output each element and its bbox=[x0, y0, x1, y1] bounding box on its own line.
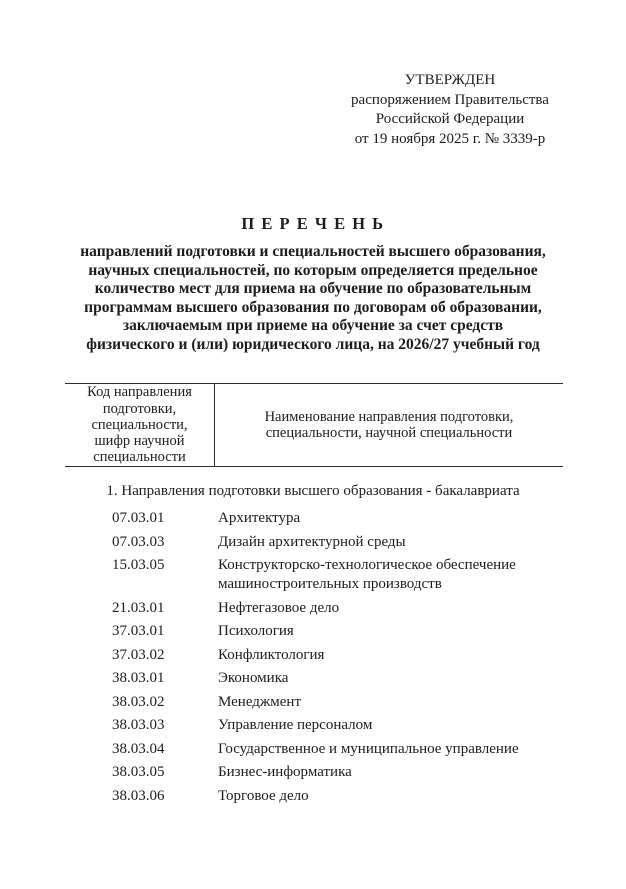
row-code: 38.03.02 bbox=[112, 693, 165, 710]
row-code: 37.03.01 bbox=[112, 623, 165, 639]
row-name: Экономика bbox=[218, 670, 289, 686]
approval-block bbox=[333, 71, 567, 149]
table-row bbox=[65, 599, 563, 618]
row-name: Конструкторско-технологическое обеспечение машиностроительных производств bbox=[218, 557, 516, 592]
table-row bbox=[65, 740, 563, 759]
table-row bbox=[65, 533, 563, 552]
subtitle-line: заключаемым при приеме на обучение за счет средств bbox=[122, 317, 504, 335]
subtitle-line: физического и (или) юридического лица, на 2026/27 учебный год bbox=[86, 335, 540, 353]
row-code: 38.03.04 bbox=[112, 740, 165, 757]
table-row bbox=[65, 509, 563, 528]
row-code: 07.03.01 bbox=[112, 510, 165, 526]
row-name: Государственное и муниципальное управление bbox=[218, 740, 519, 757]
approval-line: УТВЕРЖДЕН bbox=[404, 72, 496, 88]
row-name: Менеджмент bbox=[218, 693, 302, 710]
table-row bbox=[65, 716, 563, 735]
row-name: Бизнес-информатика bbox=[218, 764, 352, 780]
row-name: Дизайн архитектурной среды bbox=[218, 533, 406, 550]
table-row bbox=[65, 622, 563, 641]
subtitle-line: научных специальностей, по которым определяется предельное bbox=[88, 261, 538, 279]
table-row bbox=[65, 556, 563, 594]
row-code: 15.03.05 bbox=[112, 557, 165, 573]
row-name: Нефтегазовое дело bbox=[218, 599, 340, 616]
table-header bbox=[65, 383, 563, 467]
table-rows bbox=[65, 509, 563, 810]
row-code: 37.03.02 bbox=[112, 646, 165, 663]
subtitle-line: количество мест для приема на обучение по образовательным bbox=[94, 280, 532, 298]
row-name: Управление персоналом bbox=[218, 717, 373, 733]
section-heading: 1. Направления подготовки высшего образования - бакалавриата bbox=[106, 483, 520, 499]
document-title: П Е Р Е Ч Е Н Ь bbox=[241, 214, 385, 233]
row-code: 38.03.01 bbox=[112, 670, 165, 686]
row-code: 07.03.03 bbox=[112, 533, 165, 550]
table-row bbox=[65, 646, 563, 665]
table-row bbox=[65, 693, 563, 712]
table-row bbox=[65, 669, 563, 688]
title-block bbox=[52, 214, 574, 355]
approval-line: Российской Федерации bbox=[375, 111, 525, 127]
subtitle-line: программам высшего образования по договорам об образовании, bbox=[84, 298, 542, 316]
table-header-name-column bbox=[215, 384, 563, 466]
row-name: Конфликтология bbox=[218, 646, 325, 663]
table-header-code-column bbox=[65, 384, 215, 466]
row-code: 21.03.01 bbox=[112, 599, 165, 616]
subtitle-line: направлений подготовки и специальностей высшего образования, bbox=[80, 243, 546, 260]
name-column-header-label: Наименование направления подготовки, специальности, научной специальности bbox=[264, 408, 514, 441]
approval-line: от 19 ноября 2025 г. № 3339-р bbox=[354, 130, 546, 147]
row-code: 38.03.03 bbox=[112, 717, 165, 733]
row-name: Архитектура bbox=[218, 510, 301, 526]
document-subtitle bbox=[52, 243, 574, 355]
table-row bbox=[65, 763, 563, 782]
row-code: 38.03.05 bbox=[112, 764, 165, 780]
row-name: Психология bbox=[218, 623, 294, 639]
table-row bbox=[65, 787, 563, 806]
code-column-header-label: Код направления подготовки, специальности, шифр научной специальности bbox=[87, 384, 192, 466]
row-code: 38.03.06 bbox=[112, 787, 165, 804]
approval-line: распоряжением Правительства bbox=[351, 91, 549, 108]
row-name: Торговое дело bbox=[218, 787, 309, 804]
